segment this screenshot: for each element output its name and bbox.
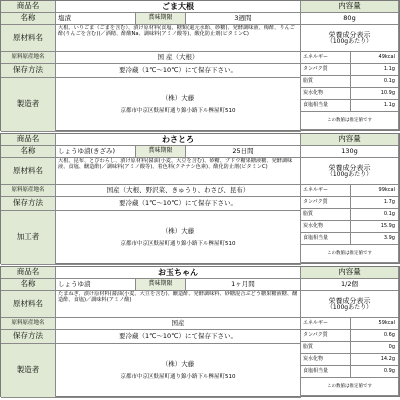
content-value: 80g (301, 13, 399, 25)
nutrition-value: 1.7g (351, 197, 399, 209)
maker-address: 京都市中京区麩屋町通り錦小路下ル桝屋町510 (120, 374, 236, 381)
nutrition-value: 59kcal (351, 318, 399, 330)
product-name: お玉ちゃん (56, 267, 301, 279)
storage-value: 要冷蔵（1℃～10℃）にて保存下さい。 (56, 64, 301, 78)
origin-value: 国産（大根、野沢菜、きゅうり、わさび、昆布） (56, 185, 301, 197)
nutrition-value: 10.9g (351, 88, 399, 100)
maker-name: （株）大藤 (161, 359, 195, 368)
nutrition-label: 脂質 (301, 209, 351, 221)
label-goma (0, 0, 400, 131)
nutrition-label: エネルギー (301, 185, 351, 197)
nutrition-label: エネルギー (301, 318, 351, 330)
storage-header: 保存方法 (1, 330, 56, 344)
name-value: 塩漬 (56, 13, 136, 25)
maker-header: 加工者 (1, 211, 56, 265)
expiry-value: 3週間 (186, 13, 301, 25)
product-header: 商品名 (1, 134, 56, 146)
storage-header: 保存方法 (1, 197, 56, 211)
ingredients-text: 大根、いりごま（ごまを含む）、漬け原材料(食塩、糖類(還元水飴、砂糖)、発酵調味液、梅酢、りんご酢(りんごを含む))／酒精、酢酸Na、調味料(アミノ酸等)、酸化防止剤(ビタミンC) (56, 25, 301, 52)
nutrition-value: 0.9g (351, 366, 399, 378)
nutrition-value: 0.6g (351, 330, 399, 342)
nutrition-label: 食塩相当量 (301, 366, 351, 378)
maker-header: 製造者 (1, 78, 56, 132)
product-header: 商品名 (1, 1, 56, 13)
name-header: 名称 (1, 146, 56, 158)
ingredients-header: 原材料名 (1, 291, 56, 318)
nutrition-title-block (301, 291, 399, 318)
nutrition-label: 脂質 (301, 342, 351, 354)
storage-value: 要冷蔵（1℃～10℃）にて保存下さい。 (56, 330, 301, 344)
nutrition-title: 栄養成分表示 (328, 163, 371, 172)
storage-header: 保存方法 (1, 64, 56, 78)
nutrition-value: 14.2g (351, 354, 399, 366)
nutrition-title: 栄養成分表示 (328, 296, 371, 305)
nutrition-value: 3.9g (351, 233, 399, 245)
ingredients-text: たまねぎ、漬け原材料(醤油(小麦、大豆を含む)、醸造酢、発酵調味料、砂糖混合ぶどう糖果糖液糖、醸造酢、食塩)／調味料(アミノ酸) (56, 291, 301, 318)
storage-value: 要冷蔵（1℃～10℃）にて保存下さい。 (56, 197, 301, 211)
estimate-note: この数値は推定値です (301, 245, 399, 263)
content-header: 内容量 (301, 1, 399, 13)
estimate-note: この数値は推定値です (301, 112, 399, 130)
maker-address: 京都市中京区麩屋町通り錦小路下ル桝屋町510 (120, 241, 236, 248)
ingredients-header: 原材料名 (1, 25, 56, 52)
ingredients-header: 原材料名 (1, 158, 56, 185)
expiry-label: 賞味期限 (136, 279, 186, 291)
expiry-label: 賞味期限 (136, 146, 186, 158)
product-name: ごま大根 (56, 1, 301, 13)
content-header: 内容量 (301, 134, 399, 146)
nutrition-value: 49kcal (351, 52, 399, 64)
origin-header: 原料原産地名 (1, 52, 56, 64)
nutrition-label: タンパク質 (301, 197, 351, 209)
content-value: 130g (301, 146, 399, 158)
expiry-value: 1ヶ月間 (186, 279, 301, 291)
name-header: 名称 (1, 279, 56, 291)
label-wasa (0, 133, 400, 264)
nutrition-label: 炭水化物 (301, 88, 351, 100)
origin-value: 国 産（大根） (56, 52, 301, 64)
nutrition-value: 1.1g (351, 64, 399, 76)
origin-value: 国産 (56, 318, 301, 330)
expiry-label: 賞味期限 (136, 13, 186, 25)
nutrition-label: 食塩相当量 (301, 233, 351, 245)
name-header: 名称 (1, 13, 56, 25)
nutrition-value: 1.1g (351, 100, 399, 112)
ingredients-text: 大根、昆布、とびわらし、漬け原材料(醤油(小麦、大豆を含む)、砂糖、ブドウ糖果糖液糖、発酵調味液、食塩、醸造酢)／調味料(アミノ酸等)、着色料(クチナシ色素)、酸化防止剤(ビタミンC) (56, 158, 301, 185)
nutrition-title-block (301, 158, 399, 185)
origin-header: 原料原産地名 (1, 185, 56, 197)
name-value: しょうゆ漬(きざみ) (56, 146, 136, 158)
maker-block (56, 344, 301, 398)
nutrition-value: 15.9g (351, 221, 399, 233)
nutrition-title-block (301, 25, 399, 52)
nutrition-value: 99kcal (351, 185, 399, 197)
nutrition-subtitle: （100gあたり） (326, 170, 373, 178)
label-odama (0, 266, 400, 397)
maker-name: （株）大藤 (161, 93, 195, 102)
nutrition-label: 炭水化物 (301, 354, 351, 366)
product-name: わさとろ (56, 134, 301, 146)
maker-name: （株）大藤 (161, 226, 195, 235)
origin-header: 原料原産地名 (1, 318, 56, 330)
product-header: 商品名 (1, 267, 56, 279)
nutrition-label: タンパク質 (301, 330, 351, 342)
name-value: しょうゆ漬 (56, 279, 136, 291)
nutrition-value: 0g (351, 342, 399, 354)
nutrition-label: 脂質 (301, 76, 351, 88)
nutrition-label: 炭水化物 (301, 221, 351, 233)
nutrition-value: 0.1g (351, 76, 399, 88)
maker-header: 製造者 (1, 344, 56, 398)
nutrition-title: 栄養成分表示 (328, 30, 371, 39)
expiry-value: 25日間 (186, 146, 301, 158)
nutrition-label: タンパク質 (301, 64, 351, 76)
maker-address: 京都市中京区麩屋町通り錦小路下ル桝屋町510 (120, 108, 236, 115)
nutrition-label: エネルギー (301, 52, 351, 64)
nutrition-label: 食塩相当量 (301, 100, 351, 112)
nutrition-subtitle: （100gあたり） (326, 37, 373, 45)
nutrition-subtitle: （100gあたり） (326, 303, 373, 311)
maker-block (56, 211, 301, 265)
estimate-note: この数値は推定値です (301, 378, 399, 396)
content-header: 内容量 (301, 267, 399, 279)
content-value: 1/2個 (301, 279, 399, 291)
nutrition-value: 0.1g (351, 209, 399, 221)
maker-block (56, 78, 301, 132)
